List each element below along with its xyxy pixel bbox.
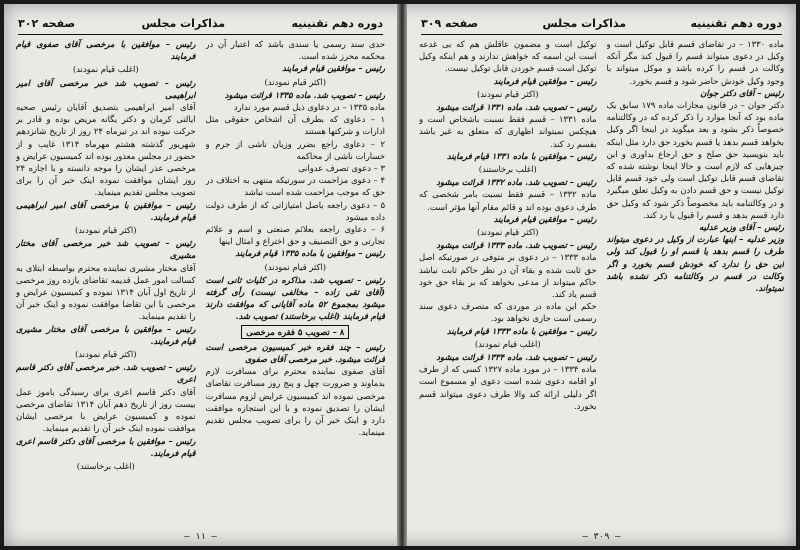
speaker-line: رئیس – آقای وزیر عدلیه <box>699 222 784 233</box>
left-title-label: مذاکرات مجلس <box>141 16 226 30</box>
right-session-label: دوره دهم تقنینیه <box>690 16 782 30</box>
vote-result: (اغلب قیام نمودند) <box>474 338 541 349</box>
speaker-line: رئیس – تصویب شد. ماده ۱۳۳۴ قرائت میشود <box>436 352 597 363</box>
paragraph: آقای مختار مشیری نماینده محترم بواسطه ابتلای به کسالت امور عمل قدیمه تقاضای یازده روز مرخصی از تاریخ اول آبان ۱۳۱۴ نموده و کمیسیون عرایض و مرخصی با این تقاضا موافقت نموده و اینک خبر آن را تقدیم مینماید. <box>16 262 196 322</box>
speaker-line: رئیس – موافقین قیام فرمایند <box>493 75 597 86</box>
speaker-line: رئیس – آقای دکتر جوان <box>700 87 784 98</box>
speaker-line: رئیس – تصویب شد خبر مرخصی آقای امیر ابراهیمی <box>16 77 196 100</box>
section-heading: ۸ – تصویب ۵ فقره مرخصی <box>241 325 349 339</box>
speaker-line: رئیس – تصویب شد خبر مرخصی آقای مختار مشیری <box>16 238 196 261</box>
speaker-line: رئیس – تصویب شد. مذاکره در کلیات ثانی است (آقای تقی زاده – مخالفی نیست) رأی گرفته میشود بمجموع ۵۲ ماده آقایانی که موافقت دارند قیام فرمایند (اغلب برخاستند) تصویب شد. <box>205 274 385 322</box>
vote-result: (اکثر قیام نمودند) <box>74 349 137 360</box>
paragraph: ۶ – دعاوی راجعه بعلائم صنعتی و اسم و علائم تجارتی و حق التصنیف و حق اختراع و امثال اینها <box>205 224 385 247</box>
paragraph: آقای امیر ابراهیمی بتصدیق آقایان رئیس صحیه ایالتی کرمان و دکتر یگانه مریض بوده و قادر بر حرکت نبوده اند در تیرماه ۲۴ روز از تاریخ شانزدهم شهریور گذشته هشتم مهرماه ۱۳۱۴ غایب و از حضور در مجلس معذور بوده اند کمیسیون عرایض و مرخصی عذر ایشان را موجه دانسته و با اجازه ۲۴ روز ایشان موافقت نموده اینک خبر آن را برای تصویب مجلس تقدیم مینماید. <box>16 102 196 198</box>
vote-result: (اغلب برخاستند) <box>76 460 135 471</box>
paragraph: ۱ – دعاوی که بطرف آن اشخاص حقوقی مثل ادارات و شرکتها هستند <box>205 114 385 137</box>
paragraph: ۵ – دعوی راجعه باصل امتیازاتی که از طرف دولت داده میشود <box>205 199 385 222</box>
speaker-line: رئیس – موافقین قیام فرمایند <box>493 213 597 224</box>
left-page-column-left <box>16 38 196 532</box>
book-gutter <box>397 4 407 546</box>
left-page <box>4 4 397 546</box>
paragraph: آقای صفوی نماینده محترم برای مسافرت لازم بدماوند و ضرورت چهل و پنج روز مسافرت تقاضای مرخصی نموده اند کمیسیون عرایض لزوم مسافرت ایشان را تصدیق نموده و با این استجازه موافقت دارد و اینک خبر آن را برای تصویب مجلس تقدیم مینماید. <box>205 366 385 438</box>
right-page-header <box>421 12 782 35</box>
left-page-column-right <box>206 38 386 532</box>
vote-result: (اغلب قیام نمودند) <box>72 64 139 75</box>
speaker-line: رئیس – موافقین با ماده ۱۳۳۱ قیام فرمایند <box>446 150 597 161</box>
paragraph: ماده ۱۳۳۳ – در دعوی بر متوفی در صورتیکه اصل حق ثابت شده و بقاء آن در نظر حاکم ثابت نباشد حاکم میتواند از مدعی بخواهد که بر بقاء حق خود قسم یاد کند. <box>419 252 597 300</box>
speaker-line: رئیس – موافقین قیام فرمایند <box>282 63 385 74</box>
right-page-body <box>419 38 784 532</box>
vote-result: (اکثر قیام نمودند) <box>264 76 327 87</box>
left-page-body <box>16 38 385 532</box>
paragraph: ۴ – دعوی مزاحمت در سورتیکه منتهی به اختلاف در حق که موجب مزاحمت شده است نباشد <box>205 175 385 198</box>
paragraph: ۳ – دعوی تصرف عدوانی <box>298 163 385 174</box>
speaker-line: رئیس – موافقین با مرخصی آقای دکتر قاسم اعری قیام فرمایند. <box>16 435 196 458</box>
speaker-line: رئیس – تصویب شد. ماده ۱۳۳۲ قرائت میشود <box>436 177 597 188</box>
book-spread <box>4 4 796 546</box>
vote-result: (اکثر قیام نمودند) <box>264 261 327 272</box>
right-page-column-left <box>419 38 597 532</box>
right-title-label: مذاکرات مجلس <box>542 16 627 30</box>
speaker-line: رئیس – تصویب شد. ماده ۱۳۳۳ قرائت میشود <box>436 240 597 251</box>
speaker-line: رئیس – موافقین با ماده ۱۳۳۵ قیام فرمایند <box>235 248 385 259</box>
left-page-number: صفحه ۳۰۲ <box>18 16 76 30</box>
speaker-line: رئیس – چند فقره خبر کمیسیون مرخصی است قرائت میشود. خبر مرخصی آقای صفوی <box>205 341 385 365</box>
speaker-line: رئیس – تصویب شد. خبر مرخصی آقای دکتر قاسم اعری <box>16 362 196 385</box>
left-page-footer: – ۱۱ – <box>184 532 217 542</box>
vote-result: (اکثر قیام نمودند) <box>74 225 137 236</box>
speaker-line: رئیس – تصویب شد. ماده ۱۳۳۵ قرائت میشود <box>224 89 385 100</box>
speaker-line: رئیس – موافقین با ماده ۱۳۳۳ قیام فرمایند <box>446 325 597 336</box>
speaker-line: رئیس – تصویب شد. ماده ۱۳۳۱ قرائت میشود <box>436 102 597 113</box>
section-heading-row <box>206 324 386 340</box>
right-page-column-right <box>607 38 785 532</box>
paragraph: توکیل است و مضمون عاقلش هم که بی غدعه است این اسمه که خواهش ندارند و هم اینکه وکیل توکیل است قسم خوردن قابل توکیل نیست. <box>419 39 597 74</box>
left-page-header <box>18 12 383 35</box>
speaker-line: وزیر عدلیه – اینها عبارت از وکیل در دعوی میتواند طرف را قسم بدهد یا قسم او را قبول کند ولی این حق را ندارد که خودش قسم بخورد و اگر وکالت در قسم در وکالتنامه ذکر نشده باشد نمیتواند. <box>606 234 784 294</box>
speaker-line: رئیس – موافقین با مرخصی آقای صفوی قیام فرمایند <box>16 39 196 62</box>
paragraph: ماده ۱۳۳۲ – قسم فقط نسبت بامر شخصی که طرف دعوی بوده اند و قائم مقام آنها مؤثر است. <box>419 189 597 212</box>
paragraph: حکم این ماده در موردی که متصرف دعوی سند رسمی است جاری نخواهد بود. <box>419 301 597 324</box>
vote-result: (اکثر قیام نمودند) <box>476 227 539 238</box>
paragraph: ۲ – دعاوی راجع بضرر وزیان ناشی از جرم و خسارات ناشی از محاکمه <box>205 138 385 161</box>
right-page <box>407 4 796 546</box>
paragraph: ماده ۱۳۳۰ – در تقاضای قسم قابل توکیل است و وکیل در دعوی میتواند قسم را قبول کند مگر آنکه وکالت در قسم را کرده باشد و موکل میتواند با وجود وکیل خودش حاضر شود و قسم بخورد. <box>606 39 784 86</box>
vote-result: (اغلب برخاستند) <box>478 164 537 175</box>
right-page-number: صفحه ۳۰۹ <box>421 16 479 30</box>
paragraph: ماده ۱۳۳۱ – قسم فقط نسبت باشخاص است و هیچکس نمیتواند اظهاری که متعلق به غیر باشد بقسم رد کند. <box>419 114 597 149</box>
paragraph: ماده ۱۳۳۴ – در مورد ماده ۱۳۲۷ کسی که از طرف او اقامه دعوی شده است دعوی او مسموع است اگر دلیلی ارائه کند والا طرف دعوی میتواند قسم بخورد. <box>419 364 597 411</box>
paragraph: دکتر جوان – در قانون مجازات ماده ۱۷۹ سابق یک ماده بود که آنجا موارد را ذکر کرده که در وکالتنامه خصوصاً ذکر بشود و بعد میگوید در اینجا اگر وکیل بخواهد قسم بدهد یا قسم بخورد حق دارد مثل اینکه باید بنویسید حق صلح و حق ارجاع بداوری و این چیزهایی که لازم است و حالا اینجا نوشته شده که تقاضای قسم قابل توکیل است ولی خود قسم قابل توکیل نیست و حق قسم دادن به وکیل تعلق میگیرد و در وکالتنامه باید مخصوصاً ذکر شود که وکیل حق دارد قسم بدهد و قسم را قبول یا رد کند. <box>606 100 784 220</box>
speaker-line: رئیس – موافقین با مرخصی آقای امیر ابراهیمی قیام فرمایند. <box>16 199 196 222</box>
left-session-label: دوره دهم تقنینیه <box>291 16 383 30</box>
paragraph: آقای دکتر قاسم اعری برای رسیدگی باموز عمل بیست روز از تاریخ دهم آبان ۱۳۱۴ تقاضای مرخصی نموده و کمیسیون عرایض با مرخصی ایشان موافقت نموده اینک خبر آن را تقدیم مینماید. <box>16 386 196 434</box>
speaker-line: رئیس – موافقین با مرخصی آقای مختار مشیری قیام فرمایند. <box>16 323 196 346</box>
paragraph: حدی سند رسمی یا سندی باشد که اعتبار آن در محکمه محرز شده است. <box>205 39 385 62</box>
vote-result: (اکثر قیام نمودند) <box>476 88 539 99</box>
right-page-footer: – ۳۰۹ – <box>582 532 621 542</box>
paragraph: ماده ۱۳۳۵ – در دعاوی ذیل قسم مورد ندارد <box>233 102 385 113</box>
